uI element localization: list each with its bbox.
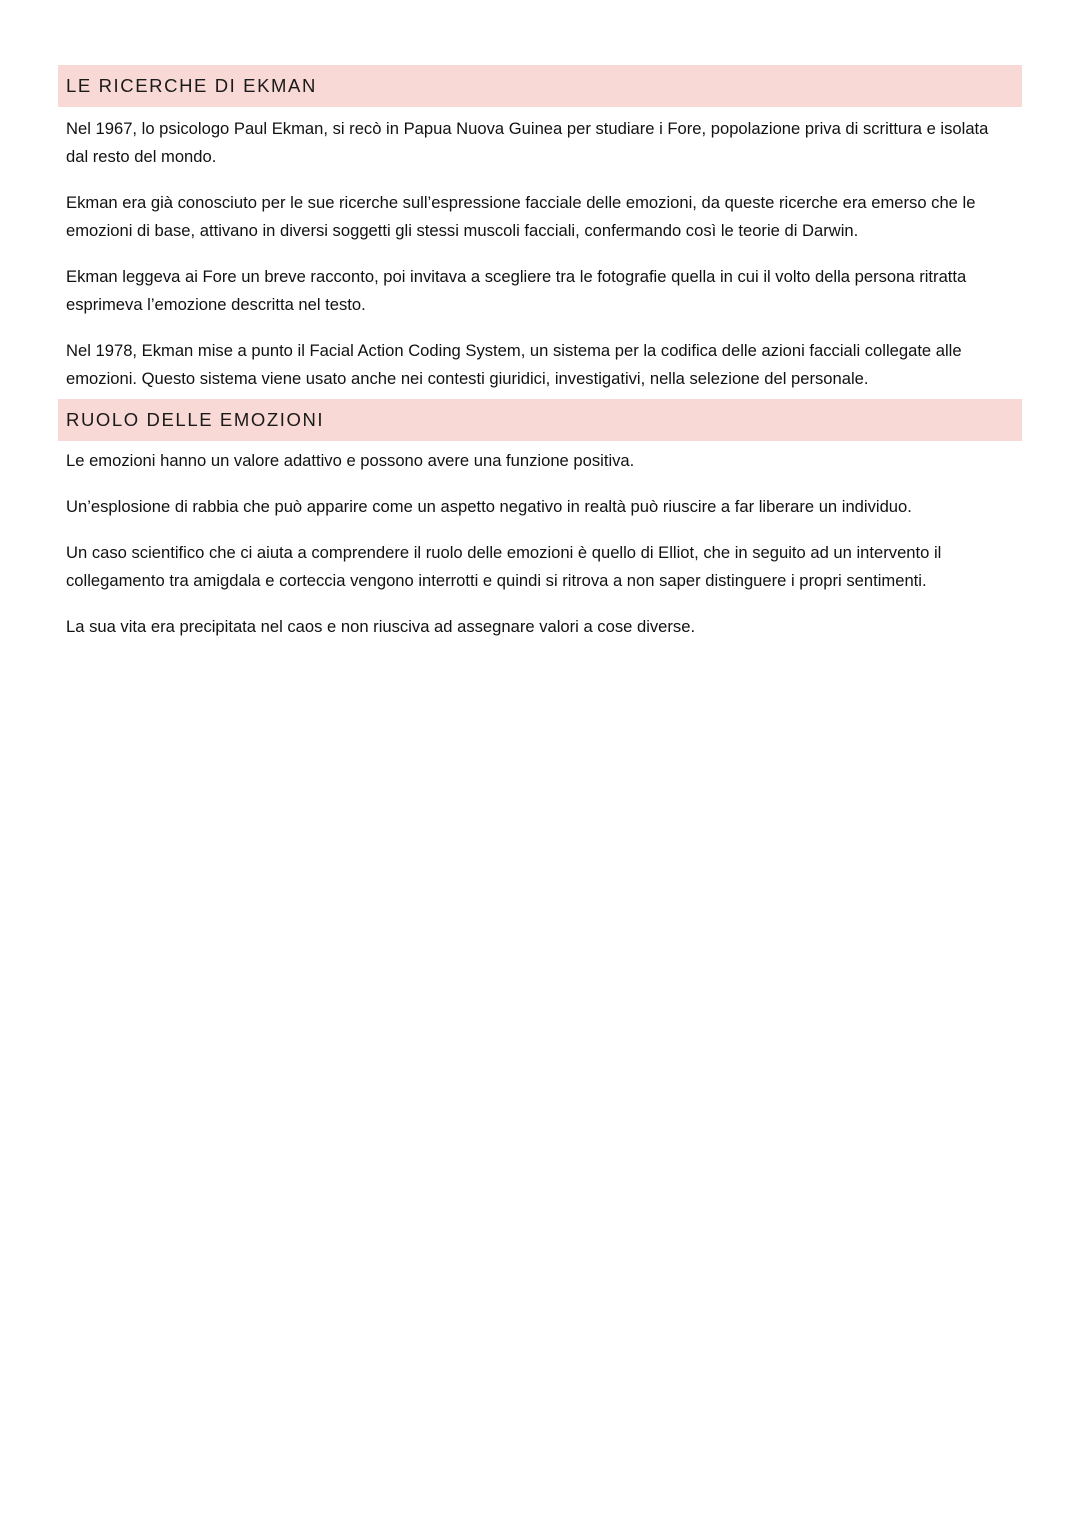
section-header [58,399,1022,441]
document-page [58,65,1022,641]
paragraph: Le emozioni hanno un valore adattivo e possono avere una funzione positiva. [66,451,635,470]
section-ricerche-ekman [58,65,1022,393]
section-header [58,65,1022,107]
section-ruolo-emozioni [58,399,1022,641]
paragraph: Un caso scientifico che ci aiuta a comprendere il ruolo delle emozioni è quello di Elliot, che in seguito ad un intervento il collegamento tra amigdala e corteccia vengono interrotti e quindi si ritrova a non saper distinguere i propri sentimenti. [66,543,942,590]
paragraph: Ekman leggeva ai Fore un breve racconto, poi invitava a scegliere tra le fotografie quella in cui il volto della persona ritratta esprimeva l’emozione descritta nel testo. [66,267,967,314]
paragraph: Un’esplosione di rabbia che può apparire come un aspetto negativo in realtà può riuscire a far liberare un individuo. [66,497,912,516]
section-title: LE RICERCHE DI EKMAN [66,75,317,96]
paragraph: Ekman era già conosciuto per le sue ricerche sull’espressione facciale delle emozioni, da queste ricerche era emerso che le emozioni di base, attivano in diversi soggetti gli stessi muscoli facciali, confermando così le teorie di Darwin. [66,193,976,240]
paragraph: Nel 1967, lo psicologo Paul Ekman, si recò in Papua Nuova Guinea per studiare i Fore, popolazione priva di scrittura e isolata dal resto del mondo. [66,119,989,166]
paragraph: Nel 1978, Ekman mise a punto il Facial Action Coding System, un sistema per la codifica delle azioni facciali collegate alle emozioni. Questo sistema viene usato anche nei contesti giuridici, investigativi, nella selezione del personale. [66,341,962,388]
paragraph: La sua vita era precipitata nel caos e non riusciva ad assegnare valori a cose diverse. [66,617,696,636]
section-title: RUOLO DELLE EMOZIONI [66,409,325,430]
